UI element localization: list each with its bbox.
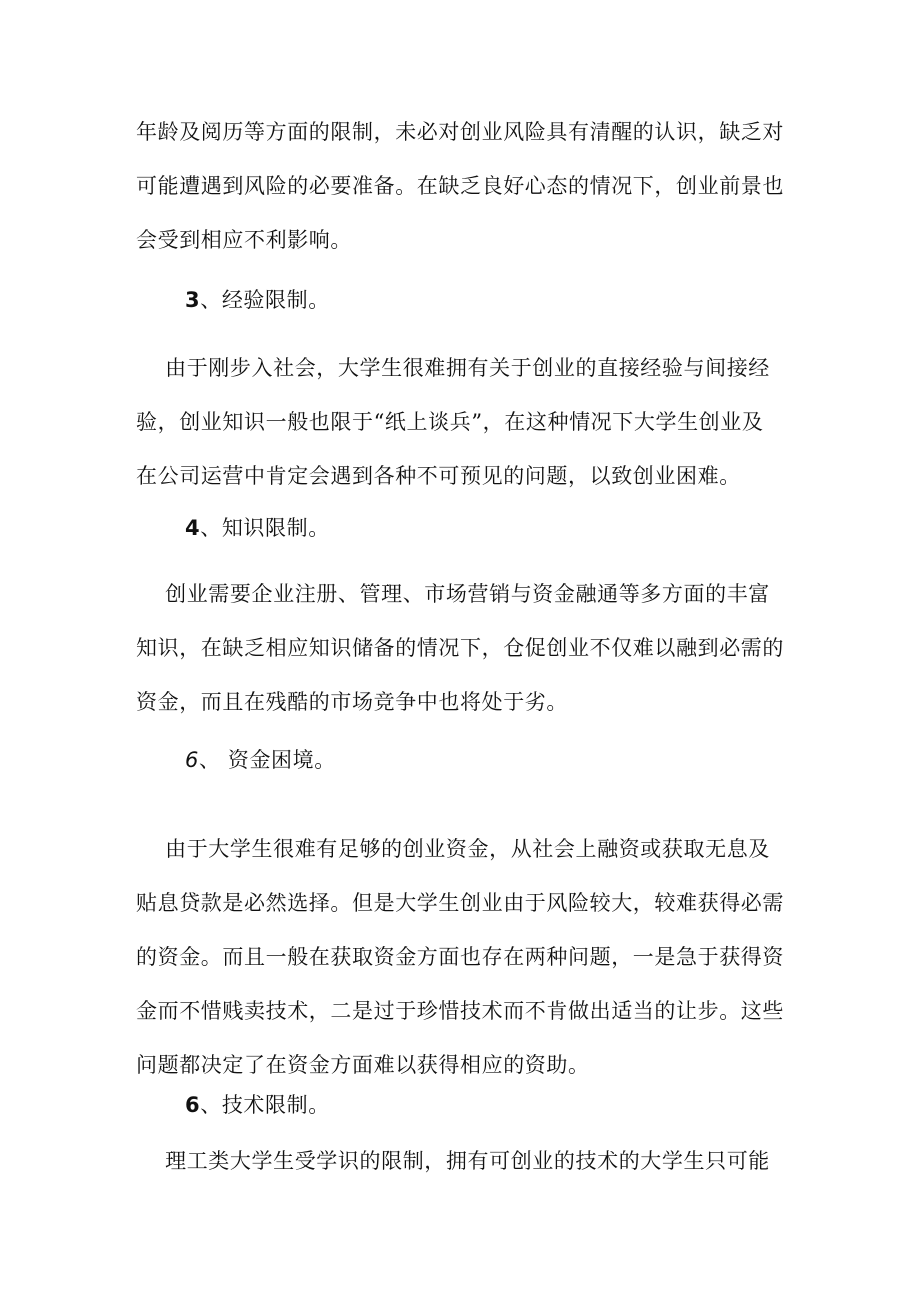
heading-title: 、知识限制。	[200, 516, 330, 540]
paragraph-funding: 由于大学生很难有足够的创业资金，从社会上融资或获取无息及 贴息贷款是必然选择。但是大学生创业由于风险较大，较难获得必需 的资金。而且一般在获取资金方面也存在两种问题，一是急于获得资 金而不惜贱卖技术，二是过于珍惜技术而不肯做出适当的让步。这些 问题都决定了在资金方面难以获得相应的资助。	[136, 837, 784, 1077]
paragraph-knowledge: 创业需要企业注册、管理、市场营销与资金融通等多方面的丰富 知识，在缺乏相应知识储备的情况下，仓促创业不仅难以融到必需的 资金，而且在残酷的市场竞争中也将处于劣。	[136, 582, 784, 714]
heading-title: 、经验限制。	[200, 288, 330, 312]
heading-number: 6	[185, 1093, 201, 1117]
heading-title: 、 资金困境。	[198, 748, 336, 772]
paragraph-age-experience: 年龄及阅历等方面的限制，未必对创业风险具有清醒的认识，缺乏对 可能遭遇到风险的必要准备。在缺乏良好心态的情况下，创业前景也 会受到相应不利影响。	[136, 120, 784, 252]
heading-knowledge-limit	[185, 501, 330, 555]
heading-funding-difficulty	[185, 733, 336, 787]
heading-number: 4	[185, 516, 201, 540]
heading-technology-limit	[185, 1078, 330, 1132]
paragraph-technology: 理工类大学生受学识的限制，拥有可创业的技术的大学生只可能	[136, 1149, 770, 1173]
heading-number: 6	[185, 748, 199, 772]
heading-title: 、技术限制。	[200, 1093, 330, 1117]
heading-experience-limit	[185, 273, 330, 327]
heading-number: 3	[185, 288, 201, 312]
paragraph-experience: 由于刚步入社会，大学生很难拥有关于创业的直接经验与间接经 验，创业知识一般也限于“纸上谈兵”，在这种情况下大学生创业及 在公司运营中肯定会遇到各种不可预见的问题，以致创业困难。	[136, 356, 770, 488]
